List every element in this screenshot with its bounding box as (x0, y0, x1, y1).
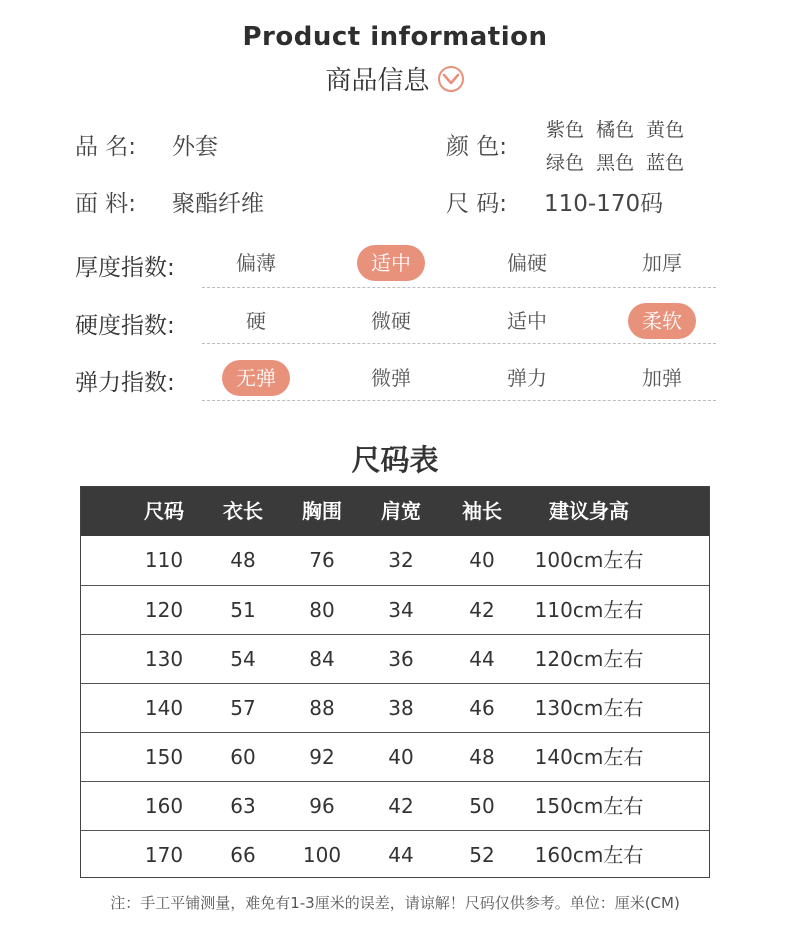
table-cell: 120cm左右 (534, 647, 644, 671)
table-cell: 130cm左右 (534, 696, 644, 720)
color-label: 颜 色: (446, 134, 508, 160)
thickness-index-option: 偏薄 (236, 251, 276, 275)
table-cell: 42 (388, 794, 414, 818)
color-values-line2: 绿色 黑色 蓝色 (546, 152, 685, 174)
table-cell: 84 (309, 647, 335, 671)
table-cell: 150 (144, 745, 184, 769)
size-label: 尺 码: (446, 191, 508, 217)
chevron-down-circle-icon (437, 65, 465, 93)
table-cell: 100cm左右 (534, 548, 644, 572)
table-cell: 160 (144, 794, 184, 818)
fabric-value: 聚酯纤维 (172, 191, 264, 217)
table-row (81, 732, 709, 781)
table-cell: 110 (144, 548, 184, 572)
table-cell: 42 (469, 598, 495, 622)
table-cell: 32 (388, 548, 414, 572)
table-cell: 160cm左右 (534, 843, 644, 867)
table-cell: 120 (144, 598, 184, 622)
table-cell: 100 (302, 843, 342, 867)
table-header-cell: 袖长 (462, 499, 502, 523)
fabric-label: 面 料: (75, 191, 137, 217)
table-cell: 40 (469, 548, 495, 572)
dashed-divider (202, 287, 716, 288)
table-cell: 110cm左右 (534, 598, 644, 622)
elasticity-index-label: 弹力指数: (75, 370, 175, 396)
table-cell: 76 (309, 548, 335, 572)
hardness-index-option: 硬 (246, 309, 266, 333)
table-cell: 54 (230, 647, 256, 671)
table-cell: 66 (230, 843, 256, 867)
table-cell: 46 (469, 696, 495, 720)
color-values-line1: 紫色 橘色 黄色 (546, 119, 685, 141)
dashed-divider (202, 400, 716, 401)
table-row (81, 781, 709, 830)
table-cell: 48 (230, 548, 256, 572)
hardness-index-option: 适中 (507, 309, 547, 333)
measurement-note: 注：手工平铺测量，难免有1-3厘米的误差，请谅解！尺码仅供参考。单位：厘米(CM) (110, 894, 680, 912)
table-cell: 88 (309, 696, 335, 720)
table-cell: 38 (388, 696, 414, 720)
dashed-divider (202, 343, 716, 344)
hardness-index-option: 微硬 (371, 309, 411, 333)
table-cell: 92 (309, 745, 335, 769)
table-cell: 80 (309, 598, 335, 622)
title-chinese-row (0, 60, 790, 97)
table-cell: 36 (388, 647, 414, 671)
size-table (80, 486, 710, 878)
elasticity-index-option-selected: 无弹 (222, 360, 290, 396)
thickness-index-option-selected: 适中 (357, 245, 425, 281)
thickness-index-label: 厚度指数: (75, 255, 175, 281)
table-cell: 140cm左右 (534, 745, 644, 769)
table-cell: 40 (388, 745, 414, 769)
thickness-index-option: 加厚 (642, 251, 682, 275)
table-header-cell: 衣长 (223, 499, 263, 523)
table-header-cell: 建议身高 (549, 499, 629, 523)
table-cell: 150cm左右 (534, 794, 644, 818)
table-row (81, 634, 709, 683)
table-row (81, 536, 709, 585)
title-chinese: 商品信息 (325, 66, 430, 96)
table-cell: 44 (388, 843, 414, 867)
table-cell: 44 (469, 647, 495, 671)
table-cell: 96 (309, 794, 335, 818)
table-cell: 34 (388, 598, 414, 622)
table-header-cell: 尺码 (144, 499, 184, 523)
elasticity-index-option: 微弹 (371, 366, 411, 390)
table-cell: 63 (230, 794, 256, 818)
elasticity-index-option: 弹力 (507, 366, 547, 390)
table-cell: 170 (144, 843, 184, 867)
elasticity-index-option: 加弹 (642, 366, 682, 390)
name-value: 外套 (172, 134, 218, 160)
title-english: Product information (242, 22, 548, 52)
hardness-index-label: 硬度指数: (75, 313, 175, 339)
name-label: 品 名: (75, 134, 137, 160)
table-cell: 51 (230, 598, 256, 622)
size-value: 110-170码 (544, 191, 664, 217)
table-cell: 140 (144, 696, 184, 720)
size-chart-title: 尺码表 (351, 443, 439, 477)
table-header-cell: 肩宽 (381, 499, 421, 523)
table-header (81, 487, 709, 536)
table-cell: 57 (230, 696, 256, 720)
table-cell: 50 (469, 794, 495, 818)
table-cell: 60 (230, 745, 256, 769)
table-cell: 52 (469, 843, 495, 867)
thickness-index-option: 偏硬 (507, 251, 547, 275)
table-row (81, 683, 709, 732)
table-cell: 48 (469, 745, 495, 769)
hardness-index-option-selected: 柔软 (628, 303, 696, 339)
table-row (81, 830, 709, 879)
table-row (81, 585, 709, 634)
table-cell: 130 (144, 647, 184, 671)
table-header-cell: 胸围 (302, 499, 342, 523)
